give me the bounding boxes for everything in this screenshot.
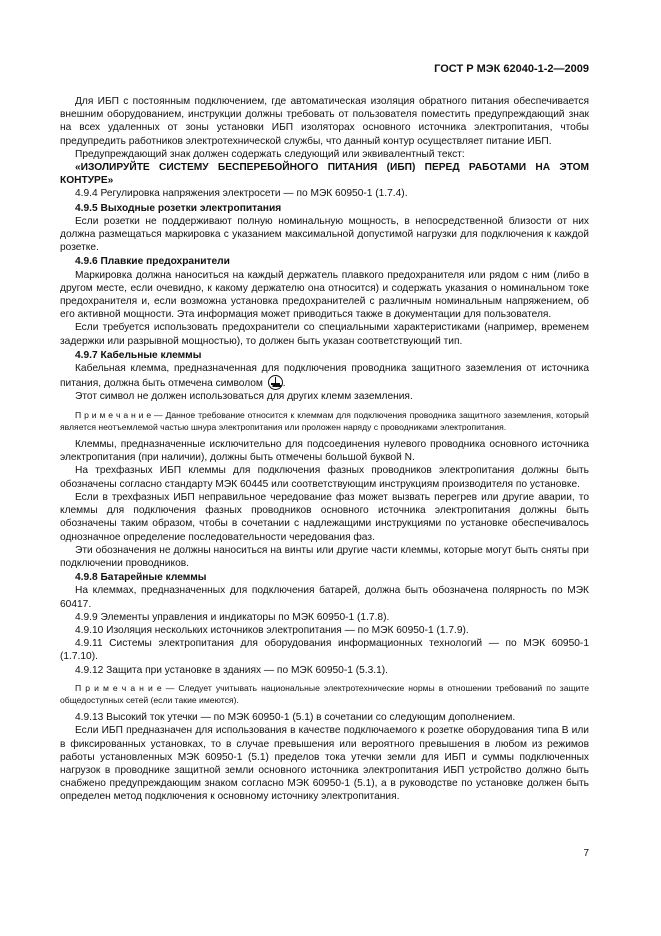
document-body xyxy=(60,95,589,804)
section-4-9-4: 4.9.4 Регулировка напряжения электросети — по МЭК 60950-1 (1.7.4). xyxy=(75,188,408,200)
paragraph: Для ИБП с постоянным подключением, где автоматическая изоляция обратного питания обеспечивается внешним оборудованием, инструкции должны требовать от пользователя поместить предупреждающий знак на всех удаленных от зоны установки ИБП изоляторах основного источника электропитания, чтобы предупредить работников электротехнической службы, что данный контур осуществляет питание ИБП. xyxy=(60,96,589,147)
paragraph: Этот символ не должен использоваться для других клемм заземления. xyxy=(75,391,413,403)
paragraph: На трехфазных ИБП клеммы для подключения фазных проводников электропитания должны быть обозначены согласно стандарту МЭК 60445 или соответствующим инструкциям производителя по установке. xyxy=(60,465,589,490)
heading-4-9-5: 4.9.5 Выходные розетки электропитания xyxy=(75,202,282,214)
note: П р и м е ч а н и е — Следует учитывать национальные электротехнические нормы в отношении требований по защите общедоступных сетей (если такие имеются). xyxy=(60,682,589,705)
paragraph-end: . xyxy=(282,378,286,390)
page-number: 7 xyxy=(583,848,589,859)
paragraph: Если розетки не поддерживают полную номинальную мощность, в непосредственной близости от них должна размещаться маркировка с указанием максимальной допустимой нагрузки для подключения к каждой розетке. xyxy=(60,215,589,254)
paragraph: Эти обозначения не должны наноситься на винты или другие части клеммы, которые могут быть сняты при подключении проводников. xyxy=(60,544,589,569)
paragraph: Если требуется использовать предохранители со специальными характеристиками (например, временем задержки или разрывной мощностью), то должен быть указан соответствующий тип. xyxy=(60,322,589,347)
paragraph-text: Кабельная клемма, предназначенная для подключения проводника защитного заземления от источника питания, должна быть отмечена символом xyxy=(60,363,589,390)
section-4-9-9: 4.9.9 Элементы управления и индикаторы по МЭК 60950-1 (1.7.8). xyxy=(75,611,390,623)
note: П р и м е ч а н и е — Данное требование относится к клеммам для подключения проводника защитного заземления, который является неотъемлемой частью шнура электропитания или проложен наряду с проводниками электропитания. xyxy=(60,409,589,432)
paragraph: Маркировка должна наноситься на каждый держатель плавкого предохранителя или рядом с ним (либо в другом месте, если очевидно, к какому держателю она относится) и содержать указания о номинальном токе предохранителя и, если возможна установка предохранителей с различным номинальным напряжением, об его активной мощности. Эта информация может приводиться также в документации для пользователя. xyxy=(60,269,589,321)
heading-4-9-6: 4.9.6 Плавкие предохранители xyxy=(75,256,230,268)
warning-text: «ИЗОЛИРУЙТЕ СИСТЕМУ БЕСПЕРЕБОЙНОГО ПИТАНИЯ (ИБП) ПЕРЕД РАБОТАМИ НА ЭТОМ КОНТУРЕ» xyxy=(60,162,589,187)
paragraph: Если в трехфазных ИБП неправильное чередование фаз может вызвать перегрев или другие аварии, то клеммы для подключения фазных проводников основного источника электропитания должны быть обозначены таким образом, чтобы в сочетании с надлежащими инструкциями по установке обеспечивалось однозначное определение последовательности чередования фаз. xyxy=(60,491,589,543)
protective-earth-icon xyxy=(268,375,283,390)
heading-4-9-8: 4.9.8 Батарейные клеммы xyxy=(75,572,207,584)
paragraph: Если ИБП предназначен для использования в качестве подключаемого к розетке оборудования типа В или в фиксированных установках, то в случае превышения или вероятного превышения в любом из режимов работы установленных МЭК 60950-1 (5.1) пределов тока утечки земли для ИБП и суммы подключенных нагрузок в проводнике защитной земли основного источника электропитания ИБП устройство должно быть снабжено предупреждающим знаком согласно МЭК 60950-1 (5.1), а в руководстве по установке должен быть определен метод подключения к основному источнику электропитания. xyxy=(60,725,589,803)
section-4-9-12: 4.9.12 Защита при установке в зданиях — по МЭК 60950-1 (5.3.1). xyxy=(75,664,389,676)
paragraph: Клеммы, предназначенные исключительно для подсоединения нулевого проводника основного источника электропитания (при наличии), должны быть отмечены большой буквой N. xyxy=(60,439,589,464)
paragraph: На клеммах, предназначенных для подключения батарей, должна быть обозначена полярность по МЭК 60417. xyxy=(60,585,589,610)
paragraph-earth-symbol xyxy=(60,362,589,390)
section-4-9-10: 4.9.10 Изоляция нескольких источников электропитания — по МЭК 60950-1 (1.7.9). xyxy=(75,624,469,636)
section-4-9-13: 4.9.13 Высокий ток утечки — по МЭК 60950-1 (5.1) в сочетании со следующим дополнением. xyxy=(75,712,516,724)
heading-4-9-7: 4.9.7 Кабельные клеммы xyxy=(75,349,202,361)
section-4-9-11: 4.9.11 Системы электропитания для оборудования информационных технологий — по МЭК 60950-1 (1.7.10). xyxy=(60,638,589,663)
paragraph: Предупреждающий знак должен содержать следующий или эквивалентный текст: xyxy=(75,148,465,160)
document-header: ГОСТ Р МЭК 62040-1-2—2009 xyxy=(434,63,589,75)
